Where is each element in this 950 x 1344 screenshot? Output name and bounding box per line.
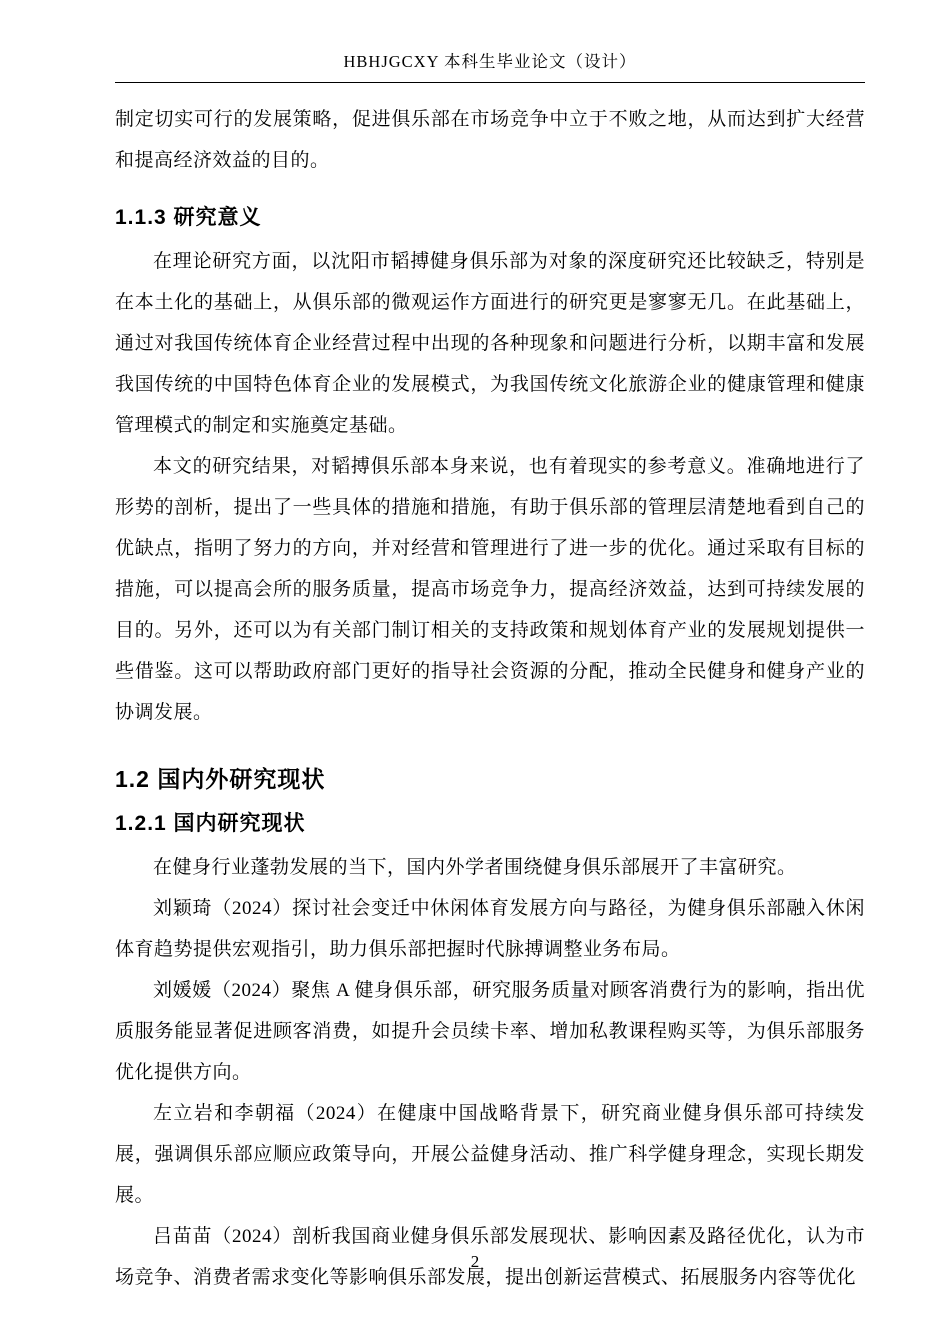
paragraph: 吕苗苗（2024）剖析我国商业健身俱乐部发展现状、影响因素及路径优化，认为市场竞争、消费者需求变化等影响俱乐部发展，提出创新运营模式、拓展服务内容等优化 xyxy=(115,1226,865,1288)
page-number: 2 xyxy=(470,1252,480,1271)
paragraph: 本文的研究结果，对韬搏俱乐部本身来说，也有着现实的参考意义。准确地进行了形势的剖析，提出了一些具体的措施和措施，有助于俱乐部的管理层清楚地看到自己的优缺点，指明了努力的方向，并对经营和管理进行了进一步的优化。通过采取有目标的措施，可以提高会所的服务质量，提高市场竞争力，提高经济效益，达到可持续发展的目的。另外，还可以为有关部门制订相关的支持政策和规划体育产业的发展规划提供一些借鉴。这可以帮助政府部门更好的指导社会资源的分配，推动全民健身和健身产业的协调发展。 xyxy=(115,456,865,723)
paragraph: 左立岩和李朝福（2024）在健康中国战略背景下，研究商业健身俱乐部可持续发展，强调俱乐部应顺应政策导向，开展公益健身活动、推广科学健身理念，实现长期发展。 xyxy=(115,1103,865,1206)
paragraph: 在理论研究方面，以沈阳市韬搏健身俱乐部为对象的深度研究还比较缺乏，特别是在本土化的基础上，从俱乐部的微观运作方面进行的研究更是寥寥无几。在此基础上，通过对我国传统体育企业经营过程中出现的各种现象和问题进行分析，以期丰富和发展我国传统的中国特色体育企业的发展模式，为我国传统文化旅游企业的健康管理和健康管理模式的制定和实施奠定基础。 xyxy=(115,251,865,436)
section-heading-1-1-3: 1.1.3 研究意义 xyxy=(115,206,262,229)
paragraph: 刘颖琦（2024）探讨社会变迁中休闲体育发展方向与路径，为健身俱乐部融入休闲体育趋势提供宏观指引，助力俱乐部把握时代脉搏调整业务布局。 xyxy=(115,898,865,960)
document-body xyxy=(115,99,865,1298)
section-heading-1-2-1: 1.2.1 国内研究现状 xyxy=(115,812,306,835)
section-heading-1-2: 1.2 国内外研究现状 xyxy=(115,766,326,792)
paragraph: 在健身行业蓬勃发展的当下，国内外学者围绕健身俱乐部展开了丰富研究。 xyxy=(153,857,797,878)
paragraph: 刘媛媛（2024）聚焦 A 健身俱乐部，研究服务质量对顾客消费行为的影响，指出优质服务能显著促进顾客消费，如提升会员续卡率、增加私教课程购买等，为俱乐部服务优化提供方向。 xyxy=(115,980,865,1083)
leading-paragraph: 制定切实可行的发展策略，促进俱乐部在市场竞争中立于不败之地，从而达到扩大经营和提高经济效益的目的。 xyxy=(115,109,865,171)
page-header xyxy=(115,48,865,83)
header-title: HBHJGCXY 本科生毕业论文（设计） xyxy=(343,52,637,71)
